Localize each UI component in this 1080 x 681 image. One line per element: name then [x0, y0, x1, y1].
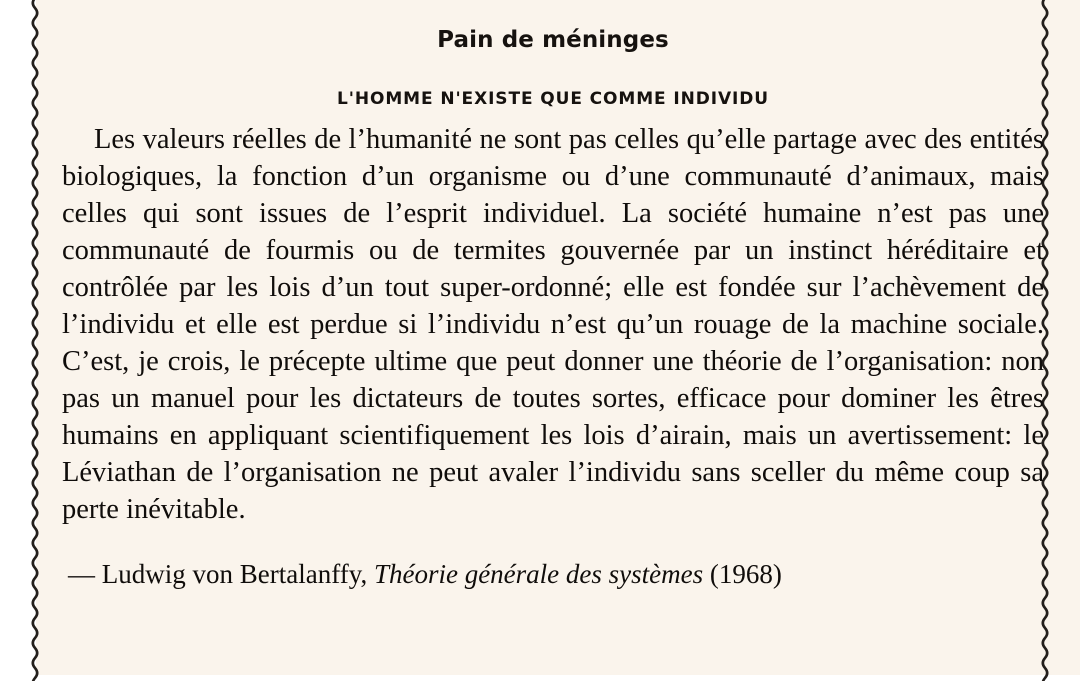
attribution-work-title: Théorie générale des systèmes [373, 559, 704, 589]
quote-subtitle: L'HOMME N'EXISTE QUE COMME INDIVIDU [337, 89, 769, 109]
attribution-year: (1968) [709, 559, 782, 589]
quote-content [62, 0, 1044, 675]
page-title: Pain de méninges [437, 27, 669, 53]
attribution-dash: — [68, 559, 95, 589]
quote-body-text: Les valeurs réelles de l’humanité ne sont pas celles qu’elle partage avec des entités biologiques, la fonction d’un organisme ou d’une communauté d’animaux, mais celles qui sont issues de l’esprit individuel. La société humaine n’est pas une communauté de fourmis ou de termites gouvernée par un instinct héréditaire et contrôlée par les lois d’un tout super-ordonné; elle est fondée sur l’achèvement de l’individu et elle est perdue si l’individu n’est qu’un rouage de la machine sociale. C’est, je crois, le précepte ultime que peut donner une théorie de l’organisation: non pas un manuel pour les dictateurs de toutes sortes, efficace pour dominer les êtres humains en appliquant scientifiquement les lois d’airain, mais un avertissement: le Léviathan de l’organisation ne peut avaler l’individu sans sceller du même coup sa perte inévitable. [62, 124, 1044, 525]
quote-attribution [62, 528, 1044, 592]
attribution-author: Ludwig von Bertalanffy, [101, 559, 368, 589]
left-scalloped-rule [28, 0, 42, 681]
